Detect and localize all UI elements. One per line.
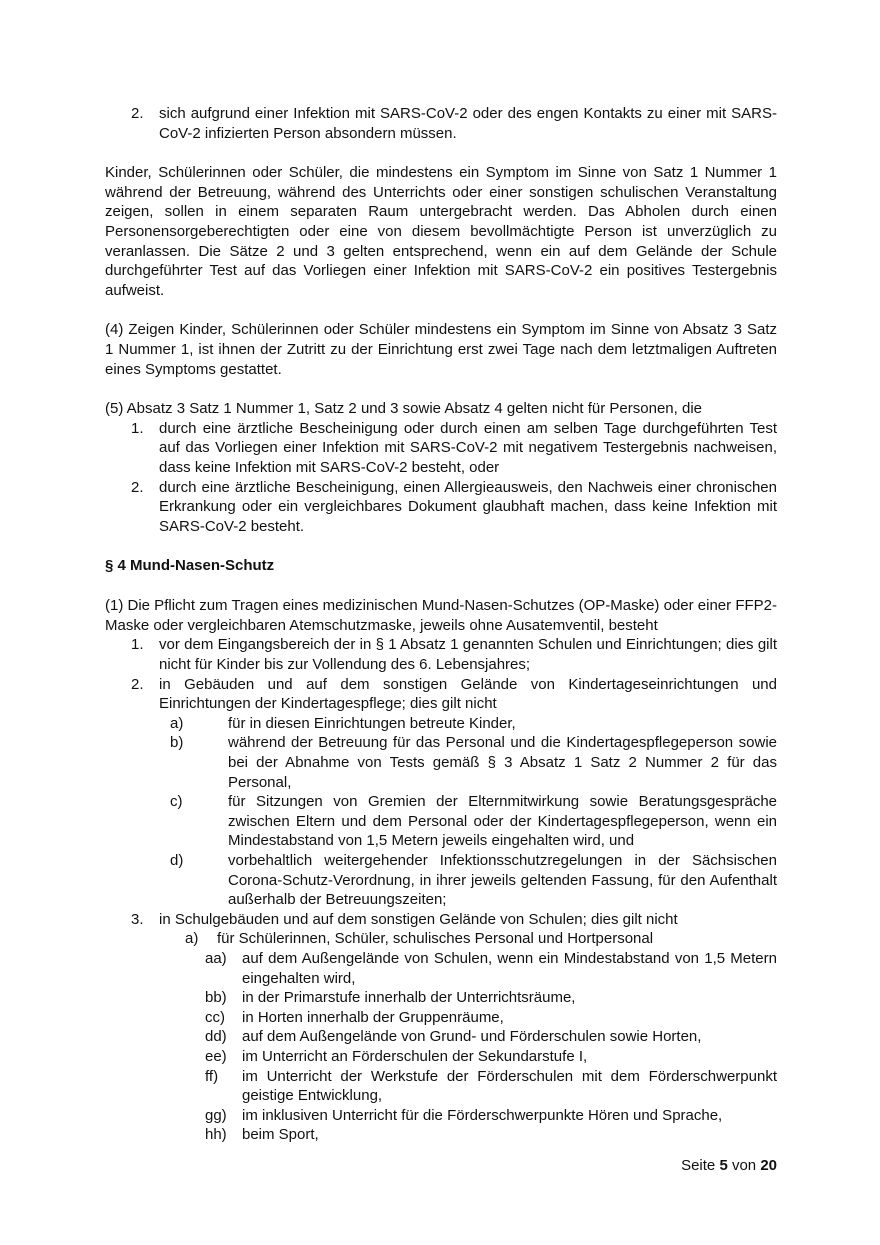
sub-list-item (105, 929, 777, 949)
list-double-letter: cc) (205, 1008, 225, 1026)
list-double-letter: hh) (205, 1126, 227, 1144)
section-heading: § 4 Mund-Nasen-Schutz (105, 557, 275, 575)
list-double-letter: gg) (205, 1106, 227, 1124)
list-letter: a) (170, 714, 184, 732)
list-double-letter: bb) (205, 989, 227, 1007)
list-item (105, 419, 777, 478)
sub-list-item (105, 733, 777, 792)
total-page-number: 20 (760, 1157, 777, 1174)
list-number: 1. (131, 419, 144, 437)
list-double-letter: aa) (205, 949, 227, 967)
sub-sub-list-item (105, 1125, 777, 1145)
list-text: im Unterricht an Förderschulen der Sekundarstufe I, (242, 1047, 588, 1065)
list-letter: b) (170, 734, 184, 752)
section-4-lead: (1) Die Pflicht zum Tragen eines medizinischen Mund-Nasen-Schutzes (OP-Maske) oder einer FFP2-Maske oder vergleichbaren Atemschutzmaske, jeweils ohne Ausatemventil, besteht (105, 597, 777, 634)
list-text: vor dem Eingangsbereich der in § 1 Absatz 1 genannten Schulen und Einrichtungen; dies gilt nicht für Kinder bis zur Vollendung des 6. Lebensjahres; (159, 636, 777, 674)
list-text: durch eine ärztliche Bescheinigung, einen Allergieausweis, den Nachweis einer chronischen Erkrankung oder ein vergleichbares Dokument glaubhaft machen, dass keine Infektion mit SARS-CoV-2 besteht. (159, 478, 777, 535)
list-text: durch eine ärztliche Bescheinigung oder durch einen am selben Tage durchgeführten Test auf das Vorliegen einer Infektion mit SARS-CoV-2 mit negativem Testergebnis nachweisen, dass keine Infektion mit SARS-CoV-2 besteht, oder (159, 419, 777, 476)
list-number: 3. (131, 910, 144, 928)
list-number: 2. (131, 105, 144, 122)
sub-sub-list-item (105, 1008, 777, 1028)
list-text: in der Primarstufe innerhalb der Unterrichtsräume, (242, 989, 576, 1007)
list-text: für Sitzungen von Gremien der Elternmitwirkung sowie Beratungsgespräche zwischen Eltern und dem Personal oder der Kindertagespflegeperson, wenn ein Mindestabstand von 1,5 Metern jeweils eingehalten wird, und (228, 793, 777, 850)
sub-list-item (105, 851, 777, 910)
list-item (105, 910, 777, 930)
list-letter: c) (170, 793, 183, 811)
list-number: 2. (131, 675, 144, 693)
page-label: Seite (681, 1157, 716, 1174)
list-text: im inklusiven Unterricht für die Förderschwerpunkte Hören und Sprache, (242, 1106, 723, 1124)
page-of-label: von (731, 1157, 757, 1174)
list-item (105, 478, 777, 537)
list-text: in Gebäuden und auf dem sonstigen Gelände von Kindertageseinrichtungen und Einrichtungen der Kindertagespflege; dies gilt nicht (159, 675, 777, 713)
paragraph-5-lead: (5) Absatz 3 Satz 1 Nummer 1, Satz 2 und 3 sowie Absatz 4 gelten nicht für Personen, die (105, 400, 702, 418)
list-text: in Schulgebäuden und auf dem sonstigen Gelände von Schulen; dies gilt nicht (159, 910, 678, 928)
list-letter: a) (185, 930, 199, 948)
sub-sub-list-item (105, 1047, 777, 1067)
sub-sub-list-item (105, 1106, 777, 1126)
paragraph-4: (4) Zeigen Kinder, Schülerinnen oder Schüler mindestens ein Symptom im Sinne von Absatz 3 Satz 1 Nummer 1, ist ihnen der Zutritt zu der Einrichtung erst zwei Tage nach dem letztmaligen Auftreten eines Symptoms gestattet. (105, 321, 777, 378)
list-number: 1. (131, 636, 144, 654)
sub-list-item (105, 792, 777, 851)
sub-list-item (105, 714, 777, 734)
list-text: vorbehaltlich weitergehender Infektionsschutzregelungen in der Sächsischen Corona-Schutz-Verordnung, in ihrer jeweils geltenden Fassung, für den Aufenthalt außerhalb der Betreuungszeiten; (228, 852, 777, 909)
list-letter: d) (170, 852, 184, 869)
list-text: im Unterricht der Werkstufe der Förderschulen mit dem Förderschwerpunkt geistige Entwicklung, (242, 1067, 777, 1105)
sub-sub-list-item (105, 1027, 777, 1047)
paragraph-kinder: Kinder, Schülerinnen oder Schüler, die mindestens ein Symptom im Sinne von Satz 1 Nummer 1 während der Betreuung, während des Unterrichts oder einer sonstigen schulischen Veranstaltung zeigen, sollen in einem separaten Raum untergebracht werden. Das Abholen durch einen Personensorgeberechtigten oder eine von diesem bevollmächtigte Person ist unverzüglich zu veranlassen. Die Sätze 2 und 3 gelten entsprechend, wenn ein auf dem Gelände der Schule durchgeführter Test auf das Vorliegen einer Infektion mit SARS-CoV-2 ein positives Testergebnis aufweist. (105, 164, 777, 299)
list-item (105, 104, 777, 143)
current-page-number: 5 (719, 1157, 728, 1174)
list-number: 2. (131, 478, 144, 496)
page-footer (681, 1157, 777, 1174)
list-double-letter: ff) (205, 1067, 219, 1085)
list-text: beim Sport, (242, 1126, 319, 1144)
list-text: sich aufgrund einer Infektion mit SARS-CoV-2 oder des engen Kontakts zu einer mit SARS-CoV-2 infizierten Person absondern müssen. (159, 105, 777, 142)
list-item (105, 635, 777, 674)
sub-sub-list-item (105, 988, 777, 1008)
list-text: auf dem Außengelände von Schulen, wenn ein Mindestabstand von 1,5 Metern eingehalten wird, (242, 949, 777, 987)
sub-sub-list-item (105, 949, 777, 988)
list-text: in Horten innerhalb der Gruppenräume, (242, 1008, 504, 1026)
list-text: für Schülerinnen, Schüler, schulisches Personal und Hortpersonal (217, 930, 654, 948)
list-double-letter: dd) (205, 1028, 227, 1046)
list-double-letter: ee) (205, 1047, 227, 1065)
sub-sub-list-item (105, 1067, 777, 1106)
list-text: während der Betreuung für das Personal und die Kindertagespflegeperson sowie bei der Abnahme von Tests gemäß § 3 Absatz 1 Satz 2 Nummer 2 für das Personal, (228, 734, 777, 791)
list-item (105, 675, 777, 714)
list-text: auf dem Außengelände von Grund- und Förderschulen sowie Horten, (242, 1028, 702, 1046)
list-text: für in diesen Einrichtungen betreute Kinder, (228, 714, 516, 732)
document-body (105, 104, 777, 1145)
